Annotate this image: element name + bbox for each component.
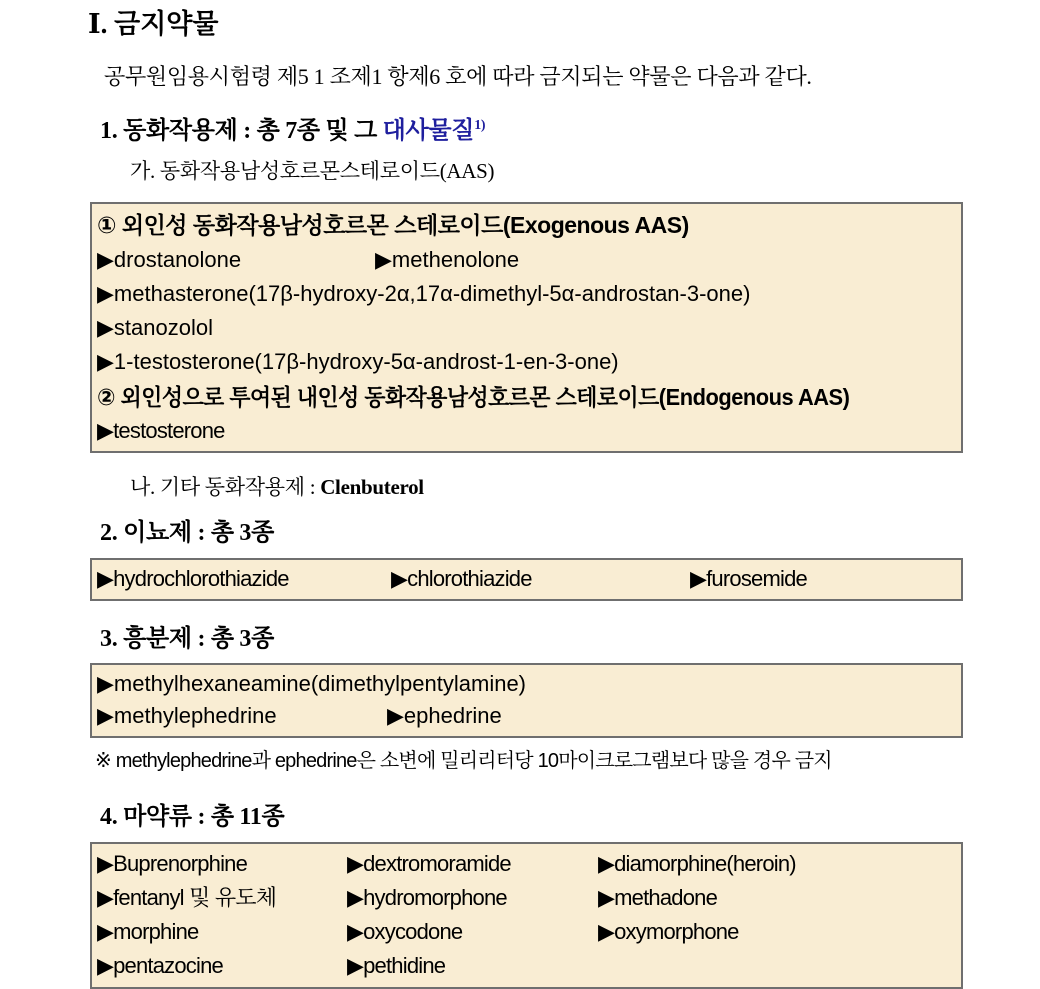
section-1-heading	[100, 110, 1040, 147]
drug-buprenorphine: ▶Buprenorphine	[97, 851, 248, 876]
drug-chlorothiazide: ▶chlorothiazide	[391, 566, 532, 591]
footnote-marker[interactable]: 1)	[474, 118, 486, 133]
drug-stanozolol: ▶stanozolol	[97, 315, 213, 340]
intro-paragraph: 공무원임용시험령 제5 1 조제1 항제6 호에 따라 금지되는 약물은 다음과 같다.	[104, 64, 812, 89]
narcotics-row-3	[97, 915, 955, 949]
drug-pethidine: ▶pethidine	[347, 953, 446, 978]
page-title: Ⅰ. 금지약물	[88, 9, 219, 39]
metabolite-footnote-link[interactable]	[383, 118, 486, 144]
drug-testosterone: ▶testosterone	[97, 418, 225, 443]
drug-hydromorphone: ▶hydromorphone	[347, 885, 507, 910]
drug-dextromoramide: ▶dextromoramide	[347, 851, 511, 876]
drug-methasterone: ▶methasterone(17β-hydroxy-2α,17α-dimethyl-5α-androstan-3-one)	[97, 281, 751, 306]
narcotics-row-4	[97, 949, 955, 983]
drug-drostanolone: ▶drostanolone	[97, 247, 242, 272]
narcotics-row-2	[97, 881, 955, 915]
drug-methadone: ▶methadone	[598, 885, 718, 910]
drug-oxycodone: ▶oxycodone	[347, 919, 463, 944]
drug-oxymorphone: ▶oxymorphone	[598, 919, 739, 944]
section-4-heading: 4. 마약류 : 총 11종	[100, 804, 285, 830]
section-1-heading-text: 1. 동화작용제 : 총 7종 및 그	[100, 118, 383, 144]
section-2-heading: 2. 이뇨제 : 총 3종	[100, 520, 275, 546]
drug-pentazocine: ▶pentazocine	[97, 953, 223, 978]
subsection-na-label: 나. 기타 동화작용제 :	[130, 475, 321, 499]
exogenous-aas-title: ① 외인성 동화작용남성호르몬 스테로이드(Exogenous AAS)	[97, 212, 689, 238]
drug-ephedrine: ▶ephedrine	[387, 703, 502, 728]
drug-methylephedrine: ▶methylephedrine	[97, 703, 277, 728]
drug-diamorphine: ▶diamorphine(heroin)	[598, 851, 796, 876]
diuretics-drug-box	[90, 558, 963, 601]
drug-methylhexaneamine: ▶methylhexaneamine(dimethylpentylamine)	[97, 671, 527, 696]
subsection-na-other	[130, 473, 1040, 501]
diuretics-row	[97, 563, 955, 595]
endogenous-aas-title	[97, 379, 955, 415]
metabolite-term[interactable]: 대사물질	[382, 118, 475, 144]
subsection-ga-aas: 가. 동화작용남성호르몬스테로이드(AAS)	[130, 159, 495, 183]
drug-furosemide: ▶furosemide	[690, 566, 807, 591]
section-3-heading: 3. 흥분제 : 총 3종	[100, 626, 275, 652]
stimulants-drug-box	[90, 663, 963, 738]
aas-row-1	[97, 243, 955, 277]
drug-methenolone: ▶methenolone	[375, 247, 520, 272]
drug-morphine: ▶morphine	[97, 919, 199, 944]
stimulants-row-2	[97, 700, 955, 732]
endogenous-aas-title-text: ② 외인성으로 투여된 내인성 동화작용남성호르몬 스테로이드(Endogenous AAS)	[97, 384, 850, 410]
ephedrine-threshold-note: ※ methylephedrine과 ephedrine은 소변에 밀리리터당 10마이크로그램보다 많을 경우 금지	[95, 750, 832, 772]
aas-drug-box	[90, 202, 963, 453]
drug-hydrochlorothiazide: ▶hydrochlorothiazide	[97, 566, 289, 591]
narcotics-drug-box	[90, 842, 963, 989]
drug-1-testosterone: ▶1-testosterone(17β-hydroxy-5α-androst-1-en-3-one)	[97, 349, 619, 374]
drug-clenbuterol: Clenbuterol	[320, 475, 424, 499]
narcotics-row-1	[97, 847, 955, 881]
drug-fentanyl: ▶fentanyl 및 유도체	[97, 885, 277, 910]
